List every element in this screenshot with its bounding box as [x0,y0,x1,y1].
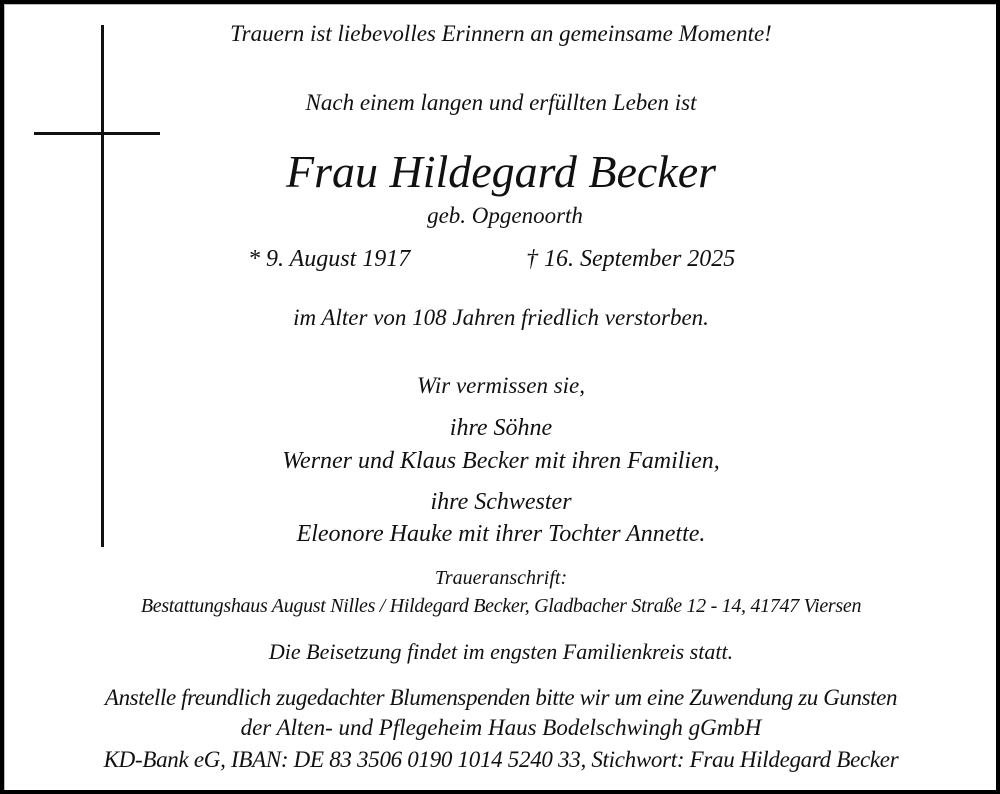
address-text: Bestattungshaus August Nilles / Hildegard Becker, Gladbacher Straße 12 - 14, 41747 Viersen [140,595,862,617]
deceased-name: Frau Hildegard Becker [285,146,717,197]
donation-line-2: der Alten- und Pflegeheim Haus Bodelschwingh gGmbH [240,715,762,740]
cross-horizontal-bar [34,132,160,135]
address-heading: Traueranschrift: [434,567,568,589]
age-line: im Alter von 108 Jahren friedlich verstorben. [293,305,709,330]
burial-note: Die Beisetzung findet im engsten Familienkreis statt. [268,639,734,664]
mourners-intro: Wir vermissen sie, [416,373,585,398]
death-date: † 16. September 2025 [526,246,736,272]
sister-heading: ihre Schwester [430,489,572,515]
birth-date: * 9. August 1917 [248,246,411,272]
maiden-name: geb. Opgenoorth [427,203,583,228]
sons-heading: ihre Söhne [449,415,553,441]
donation-line-1: Anstelle freundlich zugedachter Blumenspenden bitte wir um eine Zuwendung zu Gunsten [104,685,898,710]
donation-bank-details: KD-Bank eG, IBAN: DE 83 3506 0190 1014 5240 33, Stichwort: Frau Hildegard Becker [103,747,899,772]
sister-names: Eleonore Hauke mit ihrer Tochter Annette. [296,521,706,547]
intro-text: Nach einem langen und erfüllten Leben ist [305,90,697,115]
obituary-notice [4,4,996,790]
sons-names: Werner und Klaus Becker mit ihren Familien, [282,448,720,474]
motto: Trauern ist liebevolles Erinnern an gemeinsame Momente! [230,21,772,46]
